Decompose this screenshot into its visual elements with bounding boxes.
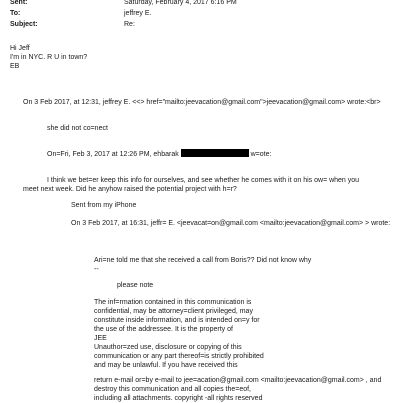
redaction-bar bbox=[181, 149, 249, 157]
disclaimer-line: including all attachments. copyright -all rights reserved bbox=[94, 395, 263, 402]
to-label: To: bbox=[10, 10, 21, 17]
quote1-header: On 3 Feb 2017, at 12:31, jeffrey E. <<> href="mailto:jeevacation@gmail.com">jeevacation@gmail.com> wrote:<br> bbox=[23, 99, 381, 106]
disclaimer-line: The inf=rmation contained in this communication is bbox=[94, 299, 252, 306]
to-value: jeffrey E. bbox=[124, 10, 152, 17]
sent-value: Saturday, February 4, 2017 6:16 PM bbox=[124, 0, 237, 6]
disclaimer-line: destroy this communication and all copies the=eof, bbox=[94, 386, 252, 393]
quote3-line2: -- bbox=[94, 266, 99, 273]
quote1-text: she did not co=nect bbox=[47, 125, 108, 132]
quote3-header: On 3 Feb 2017, at 16:31, jeffr= E. <jeevacat=on@gmail.com <mailto:jeevacation@gmail.com> > wrote: bbox=[71, 220, 391, 227]
quote2-header-prefix: On=Fri, Feb 3, 2017 at 12:26 PM, ehbarak bbox=[47, 151, 179, 158]
disclaimer-line: JEE bbox=[94, 335, 107, 342]
disclaimer-line: Unauthor=zed use, disclosure or copying of this bbox=[94, 344, 242, 351]
quote2-line1: I think we bet=er keep this info for ourselves, and see whether he comes with it on his ow= when you bbox=[47, 177, 360, 184]
greeting: Hi Jeff bbox=[10, 45, 30, 52]
disclaimer-line: communication or any part thereof=is strictly prohibited bbox=[94, 353, 264, 360]
quote2-header bbox=[47, 149, 271, 159]
quote2-header-suffix: w=ote: bbox=[250, 151, 272, 158]
please-note: please note bbox=[117, 282, 154, 289]
sent-from: Sent from my iPhone bbox=[71, 202, 137, 209]
sent-label: Sent: bbox=[10, 0, 28, 6]
quote3-line1: Ari=ne told me that she received a call from Boris?? Did not know why bbox=[94, 257, 312, 264]
disclaimer-line: and may be unlawful. If you have received this bbox=[94, 362, 238, 369]
quote2-line2: meet next week. Did he anyhow raised the potential project with h=r? bbox=[23, 186, 237, 193]
disclaimer-line: confidential, may be attorney=client privileged, may bbox=[94, 308, 253, 315]
disclaimer-line: constitute inside information, and is intended on=y for bbox=[94, 317, 260, 324]
disclaimer-line: return e-mail or=by e-mail to jee=acation@gmail.com <mailto:jeevacation@gmail.com> , and bbox=[94, 377, 382, 384]
subject-value: Re: bbox=[124, 21, 135, 28]
signature: EB bbox=[10, 63, 20, 70]
message-line: I'm in NYC. R U in town? bbox=[10, 54, 88, 61]
disclaimer-line: the use of the addressee. It is the property of bbox=[94, 326, 233, 333]
subject-label: Subject: bbox=[10, 21, 38, 28]
